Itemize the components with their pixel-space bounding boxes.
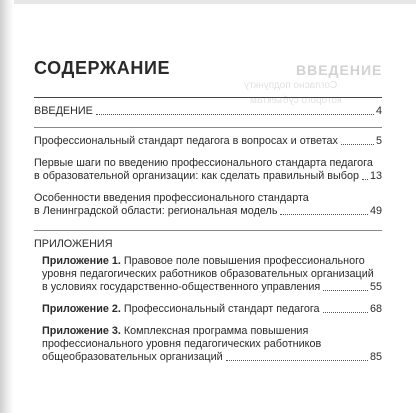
toc-entry-appendix-2[interactable] [34, 303, 382, 316]
dot-leader [341, 144, 374, 145]
toc-page-number: 13 [369, 170, 382, 182]
appendix-number: Приложение 1. [42, 255, 121, 267]
appendices-heading: ПРИЛОЖЕНИЯ [34, 238, 113, 250]
toc-page-number: 4 [375, 105, 382, 117]
toc-page-number: 85 [369, 351, 382, 363]
toc-title: СОДЕРЖАНИЕ [34, 58, 171, 78]
toc-entry-label: профессионального уровня педагогических работников [42, 338, 322, 350]
toc-page-number: 5 [375, 135, 382, 147]
toc-entry-label: общеобразовательных организаций [42, 351, 223, 363]
toc-entry-label: Комплексная программа повышения [120, 325, 309, 337]
dot-leader [362, 179, 368, 180]
toc-entry-label: в Ленинградской области: региональная модель [34, 205, 278, 217]
toc-entry-qa[interactable] [34, 135, 382, 148]
toc-entry-label: Правовое поле повышения профессионального [120, 255, 365, 267]
bleed-through-text: Согласно подпункту [244, 80, 338, 91]
toc-page-number: 49 [369, 205, 382, 217]
dot-leader [280, 214, 368, 215]
page-edge [0, 0, 14, 413]
toc-entry-label: Особенности введения профессионального стандарта [34, 192, 309, 204]
dot-leader [226, 360, 368, 361]
bleed-through-text: которого субъектам [250, 95, 342, 106]
toc-entry-label: ВВЕДЕНИЕ [34, 105, 93, 117]
top-rule [14, 0, 416, 4]
toc-entry-label: уровня педагогических работников образовательных организаций [42, 268, 374, 280]
divider [34, 127, 382, 128]
toc-entry-label: Профессиональный стандарт педагога [120, 303, 320, 315]
dot-leader [96, 114, 374, 115]
toc-entry-intro[interactable] [34, 105, 382, 118]
toc-entry-label: Первые шаги по введению профессионального стандарта педагога [34, 157, 373, 169]
dot-leader [323, 312, 368, 313]
appendix-number: Приложение 2. [42, 303, 121, 315]
toc-entry-label: Профессиональный стандарт педагога в вопросах и ответах [34, 135, 338, 147]
bleed-through-title: ВВЕДЕНИЕ [296, 62, 383, 78]
divider [34, 97, 382, 98]
toc-entry-appendix-1[interactable] [34, 255, 382, 294]
divider [34, 230, 382, 231]
toc-entry-label: в образовательной организации: как сделать правильный выбор [34, 170, 359, 182]
toc-entry-regional-model[interactable] [34, 192, 382, 218]
toc-entry-appendix-3[interactable] [34, 325, 382, 364]
toc-entry-label: в условиях государственно-общественного управления [42, 281, 321, 293]
toc-page-number: 68 [369, 303, 382, 315]
dot-leader [323, 290, 368, 291]
appendix-number: Приложение 3. [42, 325, 121, 337]
toc-entry-first-steps[interactable] [34, 157, 382, 183]
table-of-contents [34, 58, 382, 373]
toc-page-number: 55 [369, 281, 382, 293]
